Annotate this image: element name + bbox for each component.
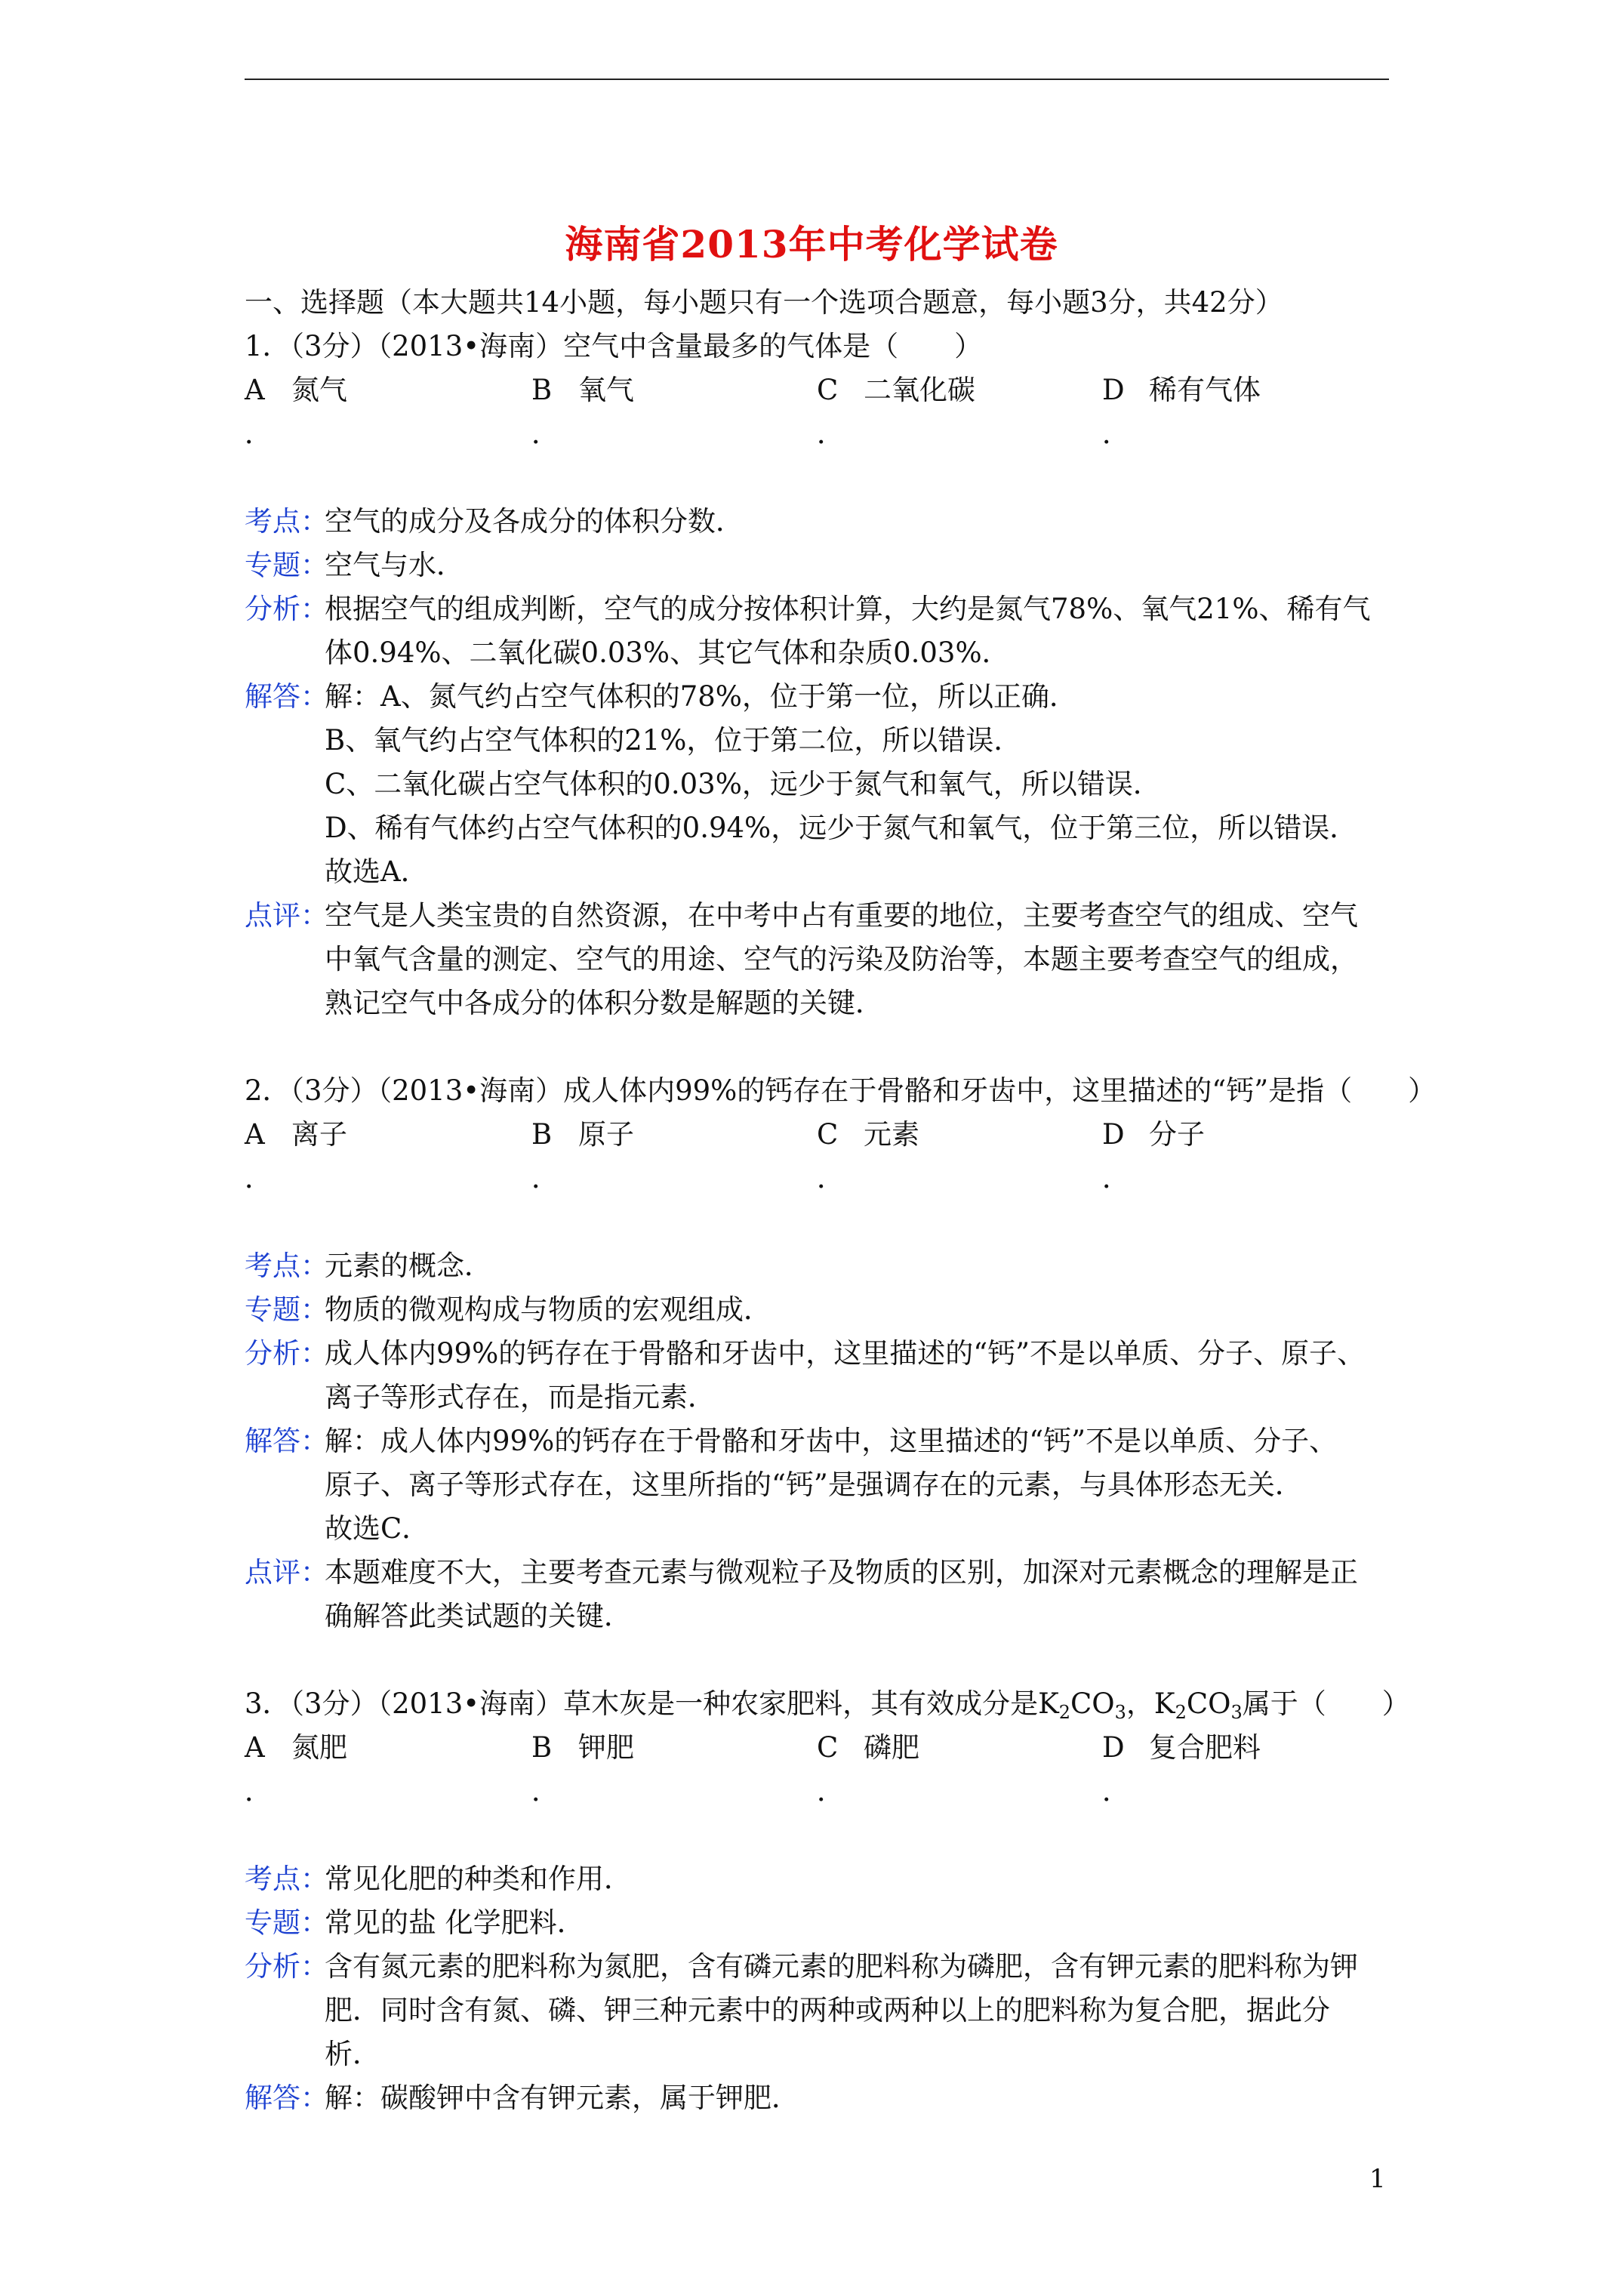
zhuanti-label: 专题：	[245, 549, 328, 581]
q3-fenxi: 分析： 含有氮元素的肥料称为氮肥，含有磷元素的肥料称为磷肥，含有钾元素的肥料称为钾 肥．同时含有氮、磷、钾三种元素中的两种或两种以上的肥料称为复合肥，据此分 析．	[245, 1945, 1400, 2076]
q2-zhuanti: 专题： 物质的微观构成与物质的宏观组成．	[245, 1288, 1400, 1332]
q1-option-d: D 稀有气体	[1102, 374, 1261, 406]
dianping-label: 点评：	[245, 899, 328, 932]
q1-kaodian: 考点： 空气的成分及各成分的体积分数．	[245, 500, 1400, 544]
jieda-label: 解答：	[245, 1425, 328, 1457]
q3-option-a: A 氮肥	[245, 1731, 347, 1764]
question-3-option-dots	[245, 1770, 1400, 1814]
q1-jieda: 解答： 解：A、氮气约占空气体积的78%，位于第一位，所以正确． B、氧气约占空气体积的21%，位于第二位，所以错误． C、二氧化碳占空气体积的0.03%，远少于氮气和氧气，所以错误． D、稀有气体约占空气体积的0.94%，远少于氮气和氧气，位于第三位，所以错误． 故选A．	[245, 675, 1400, 894]
option-dot: ．	[245, 418, 273, 450]
q1-zhuanti: 专题： 空气与水．	[245, 544, 1400, 587]
q3-zhuanti: 专题： 常见的盐 化学肥料．	[245, 1901, 1400, 1945]
option-dot: ．	[817, 418, 845, 450]
q1-option-b: B 氧气	[531, 374, 634, 406]
q2-dianping: 点评： 本题难度不大，主要考查元素与微观粒子及物质的区别，加深对元素概念的理解是正 确解答此类试题的关键．	[245, 1551, 1400, 1638]
q2-option-b: B 原子	[531, 1118, 634, 1151]
option-dot: ．	[817, 1162, 845, 1194]
kaodian-label: 考点：	[245, 1250, 328, 1282]
option-dot: ．	[531, 418, 559, 450]
dianping-label: 点评：	[245, 1556, 328, 1589]
jieda-label: 解答：	[245, 2082, 328, 2114]
q1-dianping: 点评： 空气是人类宝贵的自然资源，在中考中占有重要的地位，主要考查空气的组成、空气 中氧气含量的测定、空气的用途、空气的污染及防治等，本题主要考查空气的组成， 熟记空气中各成分的体积分数是解题的关键．	[245, 894, 1400, 1025]
q2-jieda: 解答： 解：成人体内99%的钙存在于骨骼和牙齿中，这里描述的“钙”不是以单质、分子、 原子、离子等形式存在，这里所指的“钙”是强调存在的元素，与具体形态无关． 故选C．	[245, 1419, 1400, 1551]
option-dot: ．	[1102, 1162, 1130, 1194]
page-title: 海南省2013年中考化学试卷	[565, 222, 1058, 267]
option-dot: ．	[1102, 1775, 1130, 1808]
question-2-option-dots	[245, 1157, 1400, 1200]
q1-option-c: C 二氧化碳	[817, 374, 975, 406]
question-2-options	[245, 1113, 1400, 1157]
q1-fenxi: 分析： 根据空气的组成判断，空气的成分按体积计算，大约是氮气78%、氧气21%、稀有气 体0.94%、二氧化碳0.03%、其它气体和杂质0.03%．	[245, 587, 1400, 675]
header-rule	[245, 79, 1389, 80]
q3-option-b: B 钾肥	[531, 1731, 634, 1764]
section-heading: 一、选择题（本大题共14小题，每小题只有一个选项合题意，每小题3分，共42分）	[245, 286, 1283, 319]
zhuanti-label: 专题：	[245, 1293, 328, 1326]
question-1-stem: 1．（3分）（2013•海南）空气中含量最多的气体是（ ）	[245, 330, 983, 362]
option-dot: ．	[531, 1775, 559, 1808]
exam-content	[245, 281, 1437, 2120]
jieda-label: 解答：	[245, 680, 328, 713]
kaodian-label: 考点：	[245, 505, 328, 538]
fenxi-label: 分析：	[245, 1337, 328, 1370]
option-dot: ．	[1102, 418, 1130, 450]
q2-option-c: C 元素	[817, 1118, 919, 1151]
question-1-options	[245, 368, 1400, 412]
option-dot: ．	[245, 1162, 273, 1194]
fenxi-label: 分析：	[245, 593, 328, 625]
q3-option-c: C 磷肥	[817, 1731, 919, 1764]
option-dot: ．	[531, 1162, 559, 1194]
q3-option-d: D 复合肥料	[1102, 1731, 1261, 1764]
q2-option-a: A 离子	[245, 1118, 347, 1151]
q3-jieda: 解答： 解：碳酸钾中含有钾元素，属于钾肥．	[245, 2076, 1400, 2120]
question-2-stem: 2．（3分）（2013•海南）成人体内99%的钙存在于骨骼和牙齿中，这里描述的“钙”是指（ ）	[245, 1074, 1437, 1107]
q2-option-d: D 分子	[1102, 1118, 1205, 1151]
q2-kaodian: 考点： 元素的概念．	[245, 1244, 1400, 1288]
question-1-option-dots	[245, 412, 1400, 456]
q1-option-a: A 氮气	[245, 374, 347, 406]
option-dot: ．	[817, 1775, 845, 1808]
q2-fenxi: 分析： 成人体内99%的钙存在于骨骼和牙齿中，这里描述的“钙”不是以单质、分子、原子、 离子等形式存在，而是指元素．	[245, 1332, 1400, 1419]
kaodian-label: 考点：	[245, 1863, 328, 1895]
option-dot: ．	[245, 1775, 273, 1808]
question-3-options	[245, 1726, 1400, 1770]
question-3-stem: 3．（3分）（2013•海南）草木灰是一种农家肥料，其有效成分是$K_2CO_3$，$K_2CO_3$属于（ ）	[245, 1687, 1410, 1723]
zhuanti-label: 专题：	[245, 1906, 328, 1939]
fenxi-label: 分析：	[245, 1950, 328, 1983]
page-number: 1	[1369, 2164, 1386, 2194]
q3-kaodian: 考点： 常见化肥的种类和作用．	[245, 1857, 1400, 1901]
